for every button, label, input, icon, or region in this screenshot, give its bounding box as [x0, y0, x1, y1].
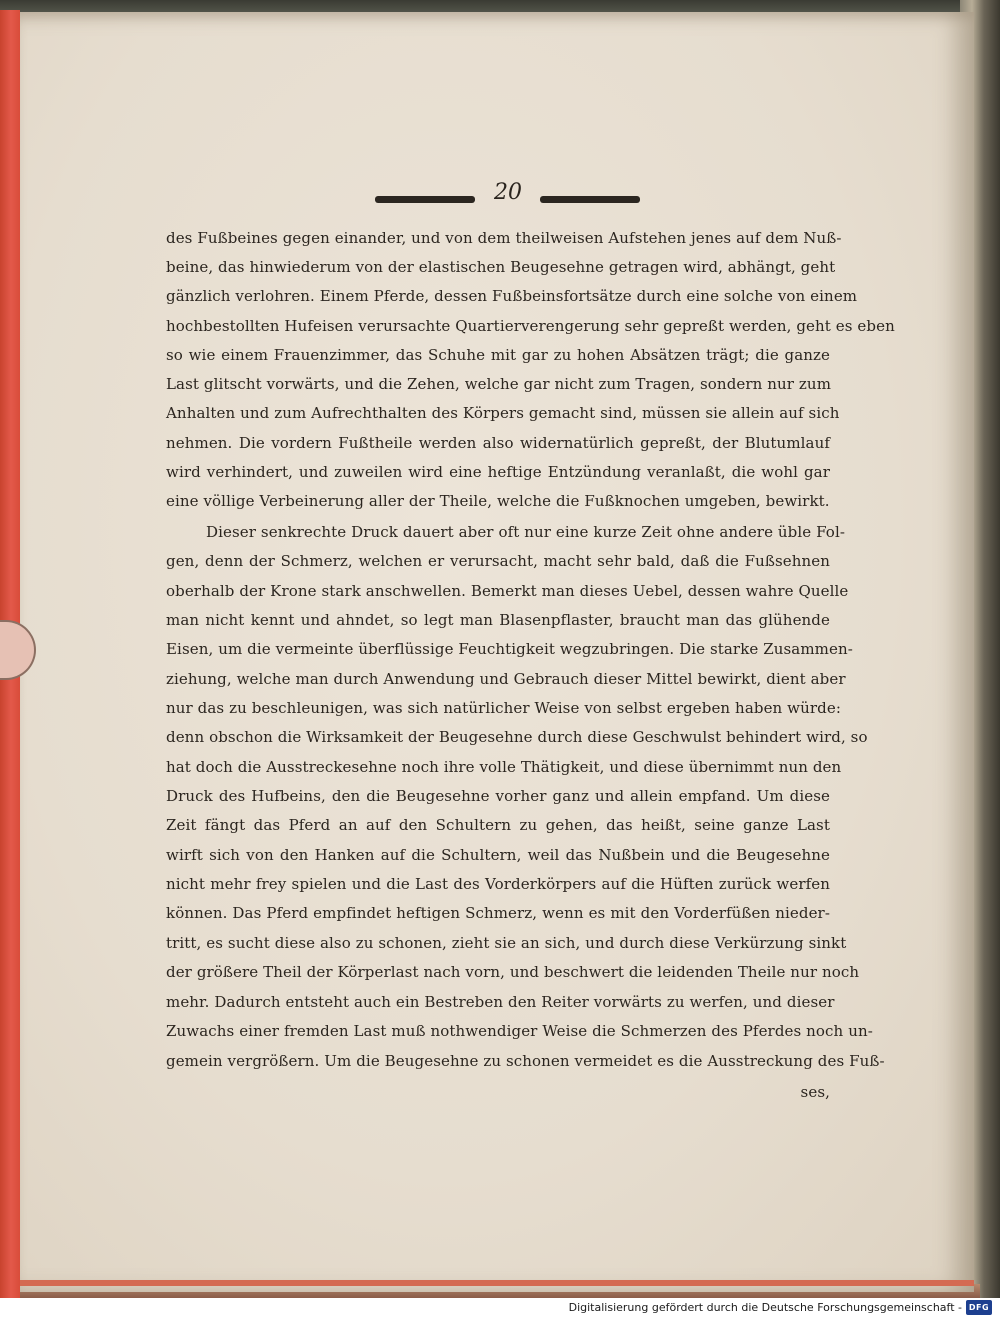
text-line: nicht mehr frey spielen und die Last des Vorderkörpers auf die Hüften zurück werfen — [166, 875, 830, 893]
text-line: Zeit fängt das Pferd an auf den Schultern zu gehen, das heißt, seine ganze Last — [166, 816, 830, 834]
text-line: hat doch die Ausstreckesehne noch ihre volle Thätigkeit, und diese übernimmt nun den — [166, 758, 842, 776]
catchword: ses, — [800, 1083, 830, 1101]
text-line: können. Das Pferd empfindet heftigen Schmerz, wenn es mit den Vorderfüßen nieder- — [166, 904, 830, 922]
text-line: Zuwachs einer fremden Last muß nothwendiger Weise die Schmerzen des Pferdes noch un- — [166, 1022, 873, 1040]
text-line: hochbestollten Hufeisen verursachte Quartierverengerung sehr gepreßt werden, geht es eben — [166, 317, 895, 335]
text-line: Dieser senkrechte Druck dauert aber oft nur eine kurze Zeit ohne andere üble Fol- — [206, 523, 846, 541]
dfg-logo-icon: DFG — [966, 1300, 992, 1315]
text-line: tritt, es sucht diese also zu schonen, zieht sie an sich, und durch diese Verkürzung sinkt — [166, 934, 847, 952]
text-line: wirft sich von den Hanken auf die Schultern, weil das Nußbein und die Beugesehne — [166, 846, 830, 864]
text-line: gen, denn der Schmerz, welchen er verursacht, macht sehr bald, daß die Fußsehnen — [166, 552, 830, 570]
text-line: Anhalten und zum Aufrechthalten des Körpers gemacht sind, müssen sie allein auf sich — [166, 404, 840, 422]
text-line: nur das zu beschleunigen, was sich natürlicher Weise von selbst ergeben haben würde: — [166, 699, 841, 717]
text-line: gänzlich verlohren. Einem Pferde, dessen Fußbeinsfortsätze durch eine solche von einem — [166, 287, 858, 305]
text-line: mehr. Dadurch entsteht auch ein Bestreben den Reiter vorwärts zu werfen, und dieser — [166, 993, 835, 1011]
text-line: so wie einem Frauenzimmer, das Schuhe mit gar zu hohen Absätzen trägt; die ganze — [166, 346, 830, 364]
text-line: Druck des Hufbeins, den die Beugesehne vorher ganz und allein empfand. Um diese — [166, 787, 830, 805]
page-number: 20 — [494, 180, 522, 205]
text-line: oberhalb der Krone stark anschwellen. Bemerkt man dieses Uebel, dessen wahre Quelle — [166, 582, 849, 600]
text-line: Eisen, um die vermeinte überflüssige Feuchtigkeit wegzubringen. Die starke Zusammen- — [166, 640, 853, 658]
text-line: man nicht kennt und ahndet, so legt man Blasenpflaster, braucht man das glühende — [166, 611, 830, 629]
text-line: gemein vergrößern. Um die Beugesehne zu schonen vermeidet es die Ausstreckung des Fuß- — [166, 1052, 885, 1070]
text-line: nehmen. Die vordern Fußtheile werden also widernatürlich gepreßt, der Blutumlauf — [166, 434, 830, 452]
header-rule-left — [375, 196, 475, 203]
page-bottom-red-edge — [14, 1280, 974, 1286]
text-line: wird verhindert, und zuweilen wird eine heftige Entzündung veranlaßt, die wohl gar — [166, 463, 830, 481]
text-line: der größere Theil der Körperlast nach vorn, und beschwert die leidenden Theile nur noch — [166, 963, 860, 981]
text-line: denn obschon die Wirksamkeit der Beugesehne durch diese Geschwulst behindert wird, so — [166, 728, 868, 746]
funding-credit: Digitalisierung gefördert durch die Deutsche Forschungsgemeinschaft - — [568, 1301, 962, 1314]
text-line: eine völlige Verbeinerung aller der Theile, welche die Fußknochen umgeben, bewirkt. — [166, 492, 830, 510]
text-line: Last glitscht vorwärts, und die Zehen, welche gar nicht zum Tragen, sondern nur zum — [166, 375, 832, 393]
text-line: ziehung, welche man durch Anwendung und Gebrauch dieser Mittel bewirkt, dient aber — [166, 670, 846, 688]
header-rule-right — [540, 196, 640, 203]
text-line: des Fußbeines gegen einander, und von dem theilweisen Aufstehen jenes auf dem Nuß- — [166, 229, 842, 247]
text-line: beine, das hinwiederum von der elastischen Beugesehne getragen wird, abhängt, geht — [166, 258, 836, 276]
